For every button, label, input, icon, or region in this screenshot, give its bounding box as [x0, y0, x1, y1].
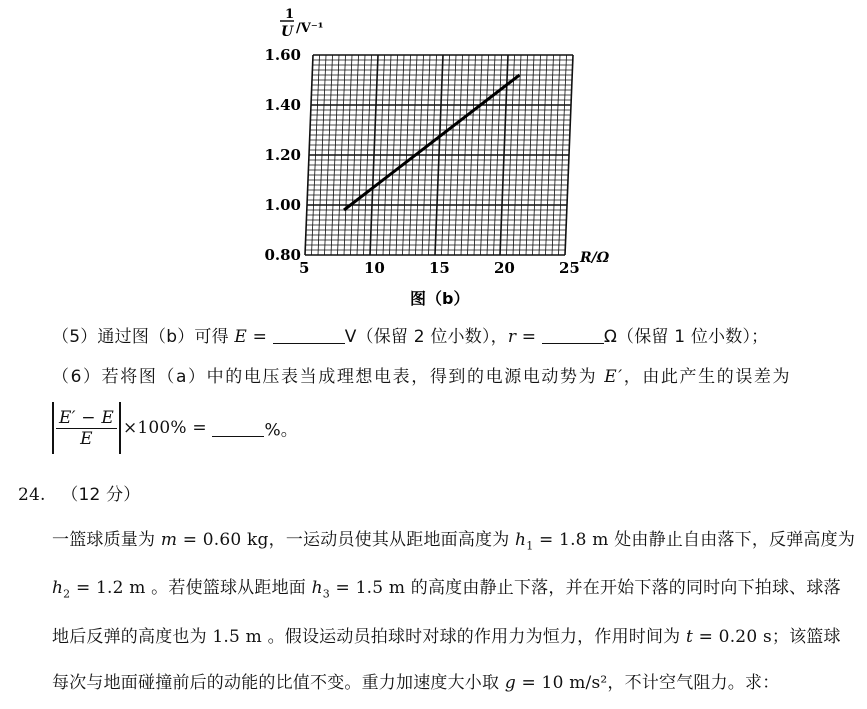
x-tick-label: 20 [494, 259, 515, 277]
rebound-height-value: 1.5 m [212, 627, 262, 647]
abs-bar-left [52, 402, 54, 454]
figure-b [230, 0, 650, 318]
x-tick-label: 25 [559, 259, 580, 277]
h3-subscript: 3 [322, 587, 330, 601]
question-6 [52, 362, 867, 387]
h3-value: = 1.5 m [329, 578, 406, 598]
q5-text-3: Ω（保留 1 位小数）； [603, 327, 769, 347]
q5-equals-1: = [247, 327, 273, 347]
answer-blank-e[interactable] [273, 327, 345, 344]
h2-subscript: 2 [63, 587, 71, 601]
figure-caption: 图（b） [410, 289, 470, 308]
p3-text-b: 。假设运动员拍球时对球的作用力为恒力，作用时间为 [261, 627, 686, 647]
p2-text-b: 的高度由静止下落，并在开始下落的同时向下拍球、球落 [405, 578, 841, 598]
p1-text-b: ，一运动员使其从距地面高度为 [268, 530, 516, 550]
y-tick-label: 1.60 [264, 46, 301, 64]
gravity-symbol: g [504, 673, 516, 693]
q6-text-1: （6）若将图（a）中的电压表当成理想电表，得到的电源电动势为 [52, 367, 605, 387]
y-axis-label-numerator: 1 [285, 7, 295, 22]
y-tick-label: 1.40 [264, 96, 301, 114]
x-tick-label: 15 [429, 259, 450, 277]
time-symbol: t [685, 627, 694, 647]
fraction-numerator: E′ − E [56, 408, 117, 429]
formula-multiplier: ×100% = [122, 418, 213, 438]
p2-text-a: 。若使篮球从距地面 [145, 578, 312, 598]
x-axis-label: R/Ω [580, 250, 610, 266]
question-5 [52, 322, 867, 347]
q5-text-2: V（保留 2 位小数）， [344, 327, 508, 347]
paragraph-line-3 [52, 622, 867, 647]
error-fraction [56, 408, 117, 449]
paragraph-line-2 [52, 573, 867, 600]
y-tick-label: 1.00 [264, 196, 301, 214]
h2-symbol: h [52, 578, 64, 598]
paragraph-line-4 [52, 668, 867, 693]
gravity-value: = 10 m/s² [515, 673, 608, 693]
formula-tail: %。 [264, 420, 298, 441]
answer-blank-r[interactable] [542, 327, 604, 344]
fraction-denominator: E [80, 428, 93, 449]
q5-e-symbol: E [234, 327, 248, 347]
time-value: = 0.20 s [693, 627, 772, 647]
p3-text-a: 地后反弹的高度也为 [52, 627, 213, 647]
p4-text-b: ，不计空气阻力。求： [607, 673, 780, 693]
error-formula [50, 402, 867, 454]
answer-blank-error[interactable] [212, 420, 264, 437]
h1-subscript: 1 [526, 539, 534, 553]
h2-value: = 1.2 m [70, 578, 146, 598]
x-tick-label: 5 [299, 259, 310, 277]
abs-bar-right [119, 402, 121, 454]
p4-text-a: 每次与地面碰撞前后的动能的比值不变。重力加速度大小取 [52, 673, 505, 693]
y-axis-label-unit: /V⁻¹ [296, 21, 324, 36]
chart-b [230, 0, 650, 318]
q5-equals-2: = [516, 327, 542, 347]
h1-symbol: h [515, 530, 527, 550]
h1-value: = 1.8 m [533, 530, 609, 550]
chart-grid [305, 55, 573, 255]
y-tick-label: 1.20 [264, 146, 301, 164]
mass-value: = 0.60 kg [177, 530, 269, 550]
x-tick-label: 10 [364, 259, 385, 277]
mass-symbol: m [160, 530, 178, 550]
question-number: 24. [18, 485, 46, 505]
q5-r-symbol: r [507, 327, 517, 347]
h3-symbol: h [311, 578, 323, 598]
p3-text-c: ；该篮球 [771, 627, 841, 647]
p1-text-a: 一篮球质量为 [52, 530, 161, 550]
q6-text-2: ，由此产生的误差为 [623, 367, 792, 387]
question-points: （12 分） [61, 485, 141, 505]
p1-text-c: 处由静止自由落下，反弹高度为 [608, 530, 856, 550]
paragraph-line-1 [52, 525, 867, 552]
y-tick-label: 0.80 [264, 246, 301, 264]
q6-eprime-symbol: E′ [604, 367, 624, 387]
question-24-header [18, 480, 867, 505]
y-axis-label-denominator: U [281, 24, 294, 40]
q5-text-1: （5）通过图（b）可得 [52, 327, 235, 347]
